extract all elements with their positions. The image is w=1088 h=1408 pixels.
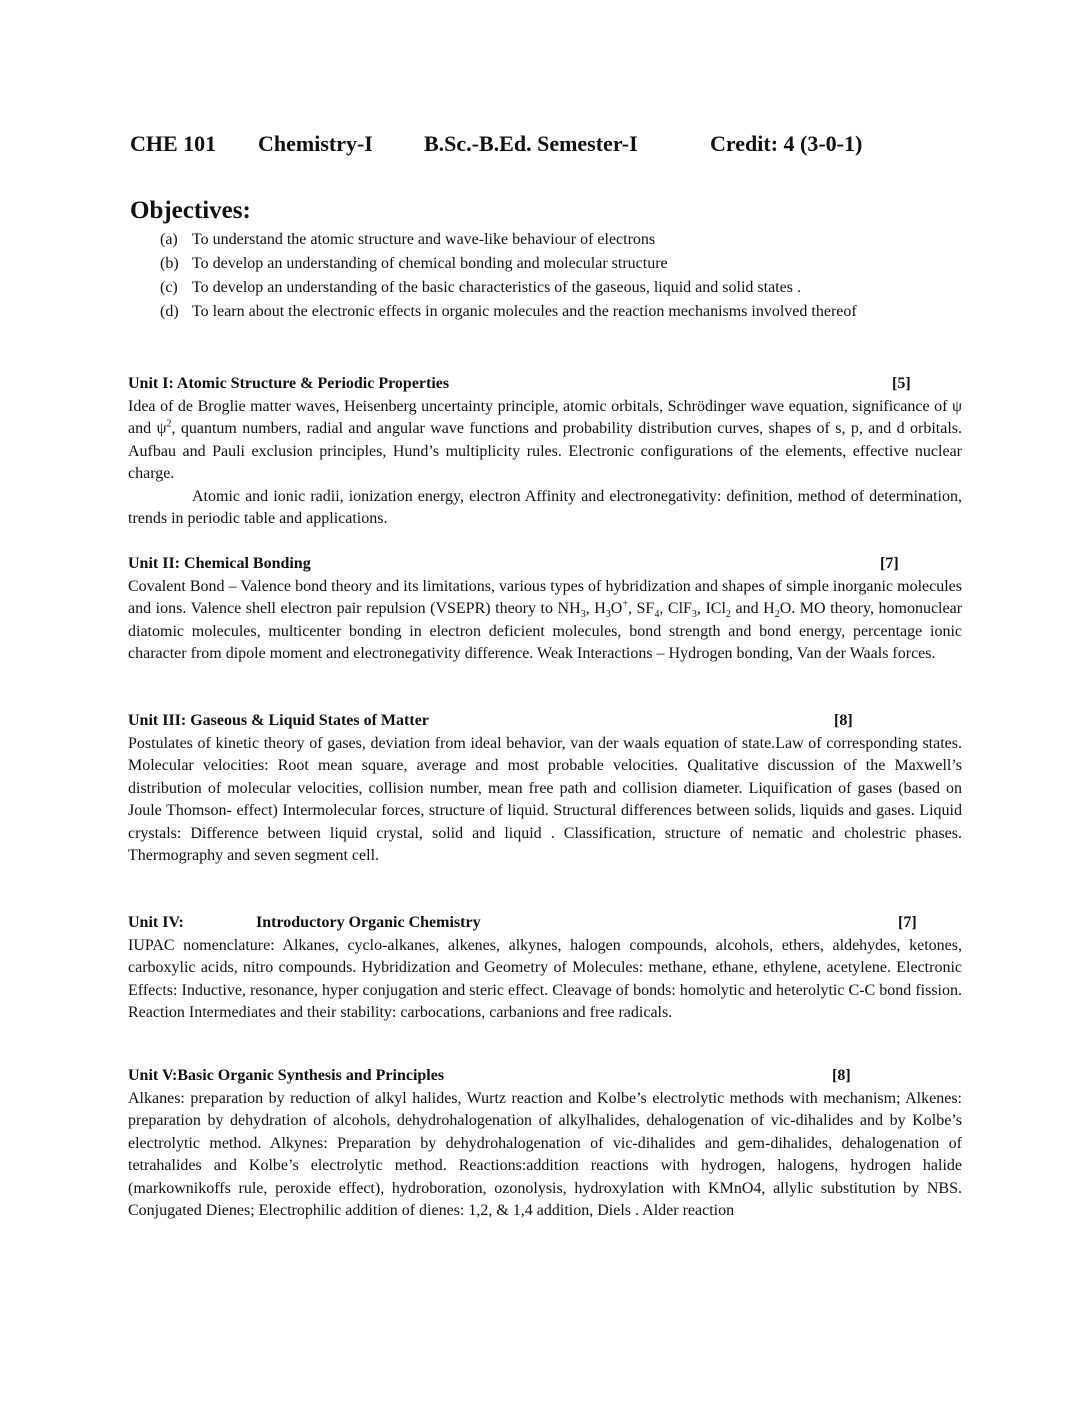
- unit-text: , ICl: [696, 600, 726, 617]
- unit-hours: [5]: [892, 375, 911, 392]
- course-programme: B.Sc.-B.Ed. Semester-I: [424, 131, 638, 156]
- objective-marker: (b): [160, 255, 179, 272]
- objective-item: [160, 252, 980, 276]
- subscript: 2: [774, 609, 780, 621]
- unit-4: [128, 912, 962, 1025]
- unit-label: Unit V:: [128, 1067, 178, 1084]
- course-code: CHE 101: [130, 131, 217, 156]
- unit-hours: [7]: [898, 914, 917, 931]
- subscript: 3: [691, 609, 697, 621]
- subscript: 3: [605, 609, 611, 621]
- unit-body: [128, 576, 962, 666]
- unit-hours: [8]: [834, 712, 853, 729]
- subscript: 3: [580, 609, 586, 621]
- superscript: +: [622, 598, 628, 610]
- unit-paragraph: Alkanes: preparation by reduction of alkyl halides, Wurtz reaction and Kolbe’s electrolytic methods with mechanism; Alkenes: preparation by dehydration of alcohols, dehydrohalogenation of alkylhalides, dehalogenation of vic-dihalides and by Kolbe’s electrolytic method. Alkynes: Preparation by dehydrohalogenation of vic-dihalides and gem-dihalides, dehalogenation of tetrahalides and Kolbe’s electrolytic method. Reactions:addition reactions with hydrogen, halogens, hydrogen halide (markownikoffs rule, peroxide effect), hydroboration, ozonolysis, hydroxylation with KMnO4, allylic substitution by NBS. Conjugated Dienes; Electrophilic addition of dienes: 1,2, & 1,4 addition, Diels . Alder reaction: [128, 1089, 962, 1219]
- unit-body: [128, 1088, 962, 1223]
- objective-item: [160, 300, 980, 324]
- course-header: [130, 130, 980, 158]
- unit-paragraph: [128, 576, 962, 666]
- unit-text: , ClF: [659, 600, 692, 617]
- objective-text: To learn about the electronic effects in organic molecules and the reaction mechanisms involved thereof: [192, 303, 857, 320]
- unit-paragraph: IUPAC nomenclature: Alkanes, cyclo-alkanes, alkenes, alkynes, halogen compounds, alcohols, ethers, aldehydes, ketones, carboxylic acids, nitro compounds. Hybridization and Geometry of Molecules: methane, ethane, ethylene, acetylene. Electronic Effects: Inductive, resonance, hyper conjugation and steric effect. Cleavage of bonds: homolytic and heterolytic C-C bond fission. Reaction Intermediates and their stability: carbocations, carbanions and free radicals.: [128, 936, 962, 1021]
- unit-heading: [128, 1065, 962, 1088]
- unit-hours: [8]: [832, 1067, 851, 1084]
- subscript: 2: [725, 609, 731, 621]
- unit-text: and H: [730, 600, 775, 617]
- unit-heading: [128, 710, 962, 733]
- unit-label: Unit II:: [128, 555, 181, 572]
- objective-marker: (d): [160, 303, 179, 320]
- unit-title: Atomic Structure & Periodic Properties: [176, 375, 450, 392]
- unit-body: [128, 396, 962, 531]
- unit-paragraph: [128, 396, 962, 486]
- unit-text: Covalent Bond – Valence bond theory and its limitations, various types of hybridization and shapes of simple inorganic molecules and ions. Valence shell electron pair repulsion (VSEPR) theory to NH: [128, 577, 962, 617]
- unit-5: [128, 1065, 962, 1223]
- unit-heading: [128, 553, 962, 576]
- course-credit: Credit: 4 (3-0-1): [710, 131, 863, 156]
- unit-3: [128, 710, 962, 868]
- unit-label: Unit IV:: [128, 914, 184, 931]
- objective-item: [160, 228, 980, 252]
- unit-text: , H: [585, 600, 606, 617]
- unit-paragraph: Postulates of kinetic theory of gases, deviation from ideal behavior, van der waals equation of state.Law of corresponding states. Molecular velocities: Root mean square, average and most probable velocities. Qualitative discussion of the Maxwell’s distribution of molecular velocities, collision number, mean free path and collision diameter. Liquification of gases (based on Joule Thomson- effect) Intermolecular forces, structure of liquid. Structural differences between solids, liquids and gases. Liquid crystals: Difference between liquid crystal, solid and liquid . Classification, structure of nematic and cholestric phases. Thermography and seven segment cell.: [128, 734, 962, 864]
- objective-marker: (c): [160, 279, 178, 296]
- objective-text: To understand the atomic structure and wave-like behaviour of electrons: [192, 231, 656, 248]
- unit-title: Introductory Organic Chemistry: [256, 914, 481, 931]
- unit-title: Chemical Bonding: [184, 555, 311, 572]
- unit-title: Basic Organic Synthesis and Principles: [177, 1067, 445, 1084]
- unit-1: [128, 373, 962, 531]
- unit-text: O: [610, 600, 623, 617]
- objectives-list: [160, 228, 980, 324]
- unit-2: [128, 553, 962, 666]
- subscript: 4: [654, 609, 660, 621]
- unit-heading: [128, 373, 962, 396]
- unit-label: Unit I:: [128, 375, 174, 392]
- unit-text: , SF: [627, 600, 655, 617]
- objective-text: To develop an understanding of the basic characteristics of the gaseous, liquid and solid states .: [192, 279, 801, 296]
- unit-body: [128, 935, 962, 1025]
- objectives-title: Objectives:: [130, 197, 251, 224]
- objective-text: To develop an understanding of chemical bonding and molecular structure: [192, 255, 668, 272]
- unit-text: , quantum numbers, radial and angular wave functions and probability distribution curves, shapes of s, p, and d orbitals. Aufbau and Pauli exclusion principles, Hund’s multiplicity rules. Electronic configurations of the elements, effective nuclear charge.: [128, 420, 962, 482]
- unit-title: Gaseous & Liquid States of Matter: [190, 712, 429, 729]
- course-name: Chemistry-I: [258, 131, 373, 156]
- unit-paragraph: Atomic and ionic radii, ionization energy, electron Affinity and electronegativity: definition, method of determination, trends in periodic table and applications.: [128, 487, 962, 527]
- unit-body: [128, 733, 962, 868]
- unit-text: O. MO theory, homonuclear diatomic molecules, multicenter bonding in electron deficient molecules, bond strength and bond energy, percentage ionic character from dipole moment and electronegativity difference. Weak Interactions – Hydrogen bonding, Van der Waals forces.: [128, 600, 963, 662]
- unit-heading: [128, 912, 962, 935]
- objective-item: [160, 276, 980, 300]
- unit-text: Idea of de Broglie matter waves, Heisenberg uncertainty principle, atomic orbitals, Schrödinger wave equation, significance of ψ and ψ: [128, 397, 962, 437]
- unit-label: Unit III:: [128, 712, 187, 729]
- superscript: 2: [166, 418, 172, 430]
- unit-hours: [7]: [880, 555, 899, 572]
- objective-marker: (a): [160, 231, 178, 248]
